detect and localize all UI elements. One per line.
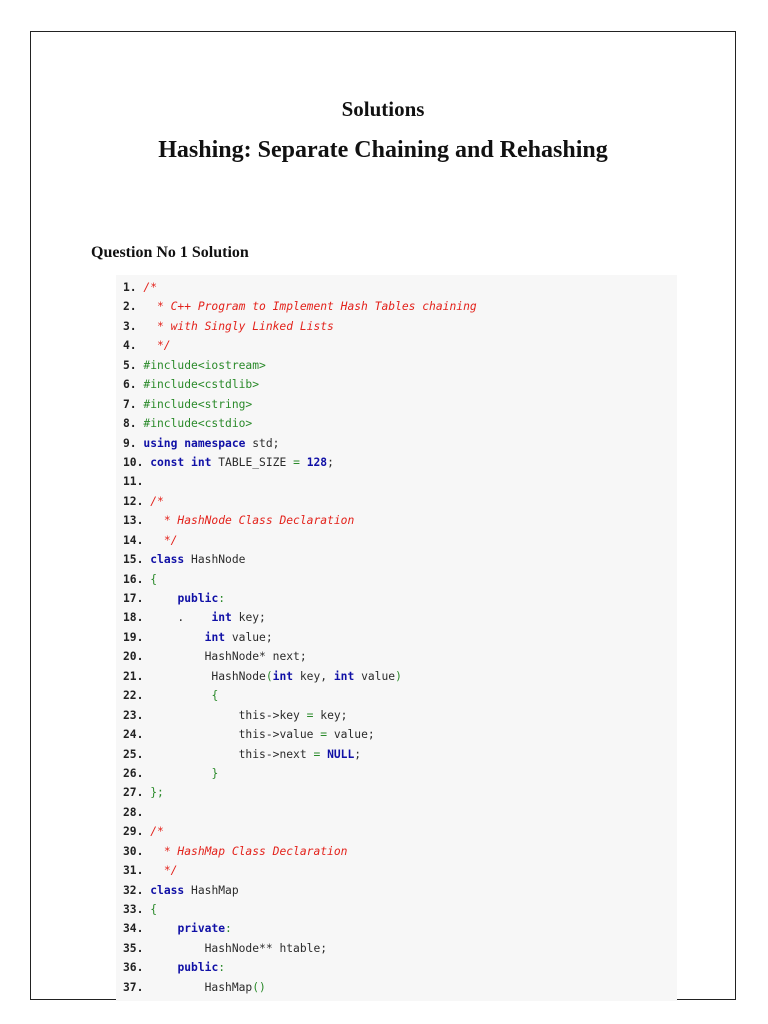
code-line — [116, 414, 677, 433]
code-token: HashNode — [150, 669, 266, 683]
code-token — [150, 689, 211, 702]
code-token: std; — [245, 436, 280, 450]
code-token: key; — [313, 708, 348, 722]
code-token: */ — [150, 533, 178, 547]
line-number: 12. — [123, 494, 151, 508]
document-page — [30, 31, 736, 1000]
code-token: HashNode — [184, 553, 246, 567]
code-token: : — [225, 922, 232, 936]
code-token: ; — [354, 747, 362, 761]
code-token: key; — [231, 611, 266, 625]
line-number: 27. — [123, 786, 151, 800]
code-lines — [116, 275, 677, 997]
line-number: 10. — [123, 455, 151, 469]
code-token: */ — [143, 339, 171, 353]
code-line — [116, 278, 677, 297]
code-token: ( — [265, 669, 273, 683]
line-number: 23. — [123, 708, 151, 722]
code-line — [116, 550, 677, 569]
code-line — [116, 356, 677, 375]
line-number: 32. — [123, 883, 151, 897]
code-token: public — [177, 592, 219, 605]
code-token: this->key — [150, 708, 307, 722]
line-number: 37. — [123, 980, 151, 994]
line-number: 28. — [123, 805, 151, 819]
code-line — [116, 686, 677, 705]
code-token: int — [333, 669, 355, 683]
code-line — [116, 511, 677, 530]
line-number: 13. — [123, 514, 151, 528]
code-token: key, — [293, 669, 334, 683]
code-token: int — [211, 611, 232, 625]
code-token: * HashMap Class Declaration — [150, 844, 348, 858]
code-token: value; — [327, 728, 375, 742]
line-number: 17. — [123, 592, 151, 605]
line-number: 2. — [123, 300, 144, 314]
code-line — [116, 336, 677, 355]
code-token: 128 — [306, 455, 328, 469]
line-number: 25. — [123, 747, 151, 761]
code-token: } — [211, 766, 219, 780]
code-token: ; — [327, 455, 334, 469]
code-line — [116, 453, 677, 472]
page-subtitle: Hashing: Separate Chaining and Rehashing — [158, 137, 608, 163]
code-token: HashMap — [184, 883, 239, 897]
line-number: 11. — [123, 475, 151, 489]
code-token: /* — [150, 494, 164, 508]
code-token: public — [177, 961, 219, 975]
code-line — [116, 745, 677, 764]
code-token: = — [313, 747, 321, 761]
code-line — [116, 900, 677, 919]
line-number: 6. — [123, 378, 144, 392]
code-token: using — [143, 436, 178, 450]
code-token: #include<cstdlib> — [143, 378, 260, 392]
code-token: int — [272, 669, 294, 683]
line-number: 36. — [123, 961, 151, 975]
code-token — [150, 592, 177, 605]
code-line — [116, 570, 677, 589]
code-token: { — [211, 689, 219, 703]
code-token: HashNode* next; — [150, 650, 307, 664]
code-line — [116, 803, 677, 822]
code-token: this->value — [150, 728, 321, 742]
line-number: 15. — [123, 553, 151, 567]
code-line — [116, 783, 677, 802]
line-number: 16. — [123, 572, 151, 586]
line-number: 8. — [123, 417, 144, 431]
page-title: Solutions — [341, 97, 425, 121]
line-number: 21. — [123, 669, 151, 683]
code-token: value — [354, 669, 396, 683]
line-number: 35. — [123, 941, 151, 955]
code-line — [116, 375, 677, 394]
code-token — [150, 631, 204, 644]
code-token: class — [150, 883, 185, 897]
code-token: /* — [143, 281, 158, 294]
code-token: class — [150, 553, 185, 567]
code-token: const — [150, 455, 185, 469]
code-line — [116, 725, 677, 744]
code-line — [116, 861, 677, 880]
code-token — [150, 767, 211, 780]
code-token: * C++ Program to Implement Hash Tables chaining — [143, 300, 477, 314]
code-line — [116, 647, 677, 666]
line-number: 1. — [123, 281, 144, 294]
line-number: 3. — [123, 319, 144, 333]
code-token: * with Singly Linked Lists — [143, 319, 334, 333]
code-line — [116, 919, 677, 938]
line-number: 22. — [123, 689, 151, 703]
code-token: = — [293, 455, 300, 469]
code-token: ) — [395, 669, 402, 683]
line-number: 24. — [123, 728, 151, 742]
code-line — [116, 589, 677, 608]
line-number: 33. — [123, 903, 151, 916]
code-token: * HashNode Class Declaration — [150, 514, 355, 528]
code-token: { — [150, 572, 158, 586]
code-line — [116, 395, 677, 414]
code-line — [116, 842, 677, 861]
code-line — [116, 667, 677, 686]
code-line — [116, 881, 677, 900]
line-number: 14. — [123, 533, 151, 547]
code-token — [300, 456, 307, 469]
code-token: TABLE_SIZE — [211, 455, 294, 469]
code-line — [116, 628, 677, 647]
code-token: #include<iostream> — [143, 358, 266, 372]
code-line — [116, 434, 677, 453]
code-token: #include<cstdio> — [143, 417, 253, 431]
code-line — [116, 317, 677, 336]
code-line — [116, 531, 677, 550]
code-token: /* — [150, 825, 164, 839]
code-token: { — [150, 903, 158, 916]
code-token: = — [320, 728, 328, 742]
code-line — [116, 939, 677, 958]
code-block — [116, 275, 677, 1001]
code-token: NULL — [327, 747, 355, 761]
line-number: 30. — [123, 844, 151, 858]
code-token: = — [306, 708, 314, 722]
code-token: namespace — [184, 436, 246, 450]
code-token: HashNode** htable; — [150, 941, 328, 955]
question-heading: Question No 1 Solution — [91, 244, 249, 261]
code-token: value; — [225, 630, 273, 644]
code-line — [116, 978, 677, 997]
code-line — [116, 608, 677, 627]
code-line — [116, 958, 677, 977]
line-number: 5. — [123, 358, 144, 372]
code-token: */ — [150, 864, 178, 878]
line-number: 7. — [123, 397, 144, 411]
code-token: int — [191, 455, 212, 469]
code-line — [116, 297, 677, 316]
line-number: 4. — [123, 339, 144, 353]
code-line — [116, 764, 677, 783]
code-token: : — [218, 961, 226, 975]
code-line — [116, 706, 677, 725]
line-number: 20. — [123, 650, 151, 664]
code-token: : — [218, 592, 226, 605]
line-number: 18. — [123, 611, 151, 625]
code-token — [150, 961, 177, 974]
line-number: 34. — [123, 922, 151, 936]
code-line — [116, 492, 677, 511]
code-token: private — [177, 922, 226, 936]
line-number: 9. — [123, 436, 144, 450]
code-token: HashMap — [150, 980, 253, 994]
line-number: 26. — [123, 766, 151, 780]
line-number: 29. — [123, 825, 151, 839]
code-token: this->next — [150, 747, 314, 761]
code-token: }; — [150, 786, 164, 800]
code-line — [116, 472, 677, 491]
code-line — [116, 822, 677, 841]
code-token — [150, 922, 177, 935]
line-number: 19. — [123, 630, 151, 644]
code-token: . — [150, 611, 212, 625]
code-token: int — [204, 630, 226, 644]
code-token: #include<string> — [143, 397, 253, 411]
line-number: 31. — [123, 864, 151, 878]
code-token: () — [252, 980, 266, 994]
